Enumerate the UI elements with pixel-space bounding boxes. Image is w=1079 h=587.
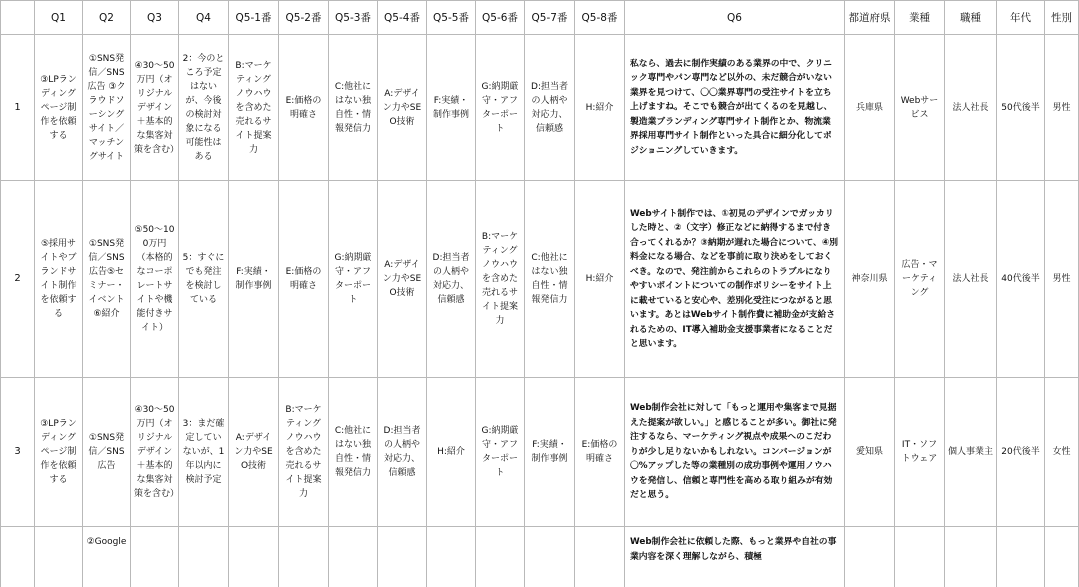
cell-q3 (131, 527, 179, 587)
cell-q6: Web制作会社に依頼した際、もっと業界や自社の事業内容を深く理解しながら、積極 (625, 527, 845, 587)
cell-q2: ①SNS発信／SNS広告 ③クラウドソーシングサイト／マッチングサイト (83, 35, 131, 181)
cell-q5-2: E:価格の明確さ (279, 181, 329, 378)
cell-q4 (179, 527, 229, 587)
cell-prefecture: 愛知県 (845, 378, 895, 527)
cell-prefecture: 神奈川県 (845, 181, 895, 378)
cell-age: 20代後半 (997, 378, 1045, 527)
header-q5-4: Q5-4番 (378, 1, 427, 35)
cell-q5-7: F:実績・制作事例 (525, 378, 575, 527)
cell-age (997, 527, 1045, 587)
cell-job: 個人事業主 (945, 378, 997, 527)
row-number: 2 (1, 181, 35, 378)
cell-q5-3: C:他社にはない独自性・情報発信力 (329, 378, 378, 527)
cell-job: 法人社長 (945, 181, 997, 378)
header-row (1, 1, 1079, 35)
cell-q5-4: A:デザイン力やSEO技術 (378, 181, 427, 378)
cell-q5-3 (329, 527, 378, 587)
cell-industry: IT・ソフトウェア (895, 378, 945, 527)
cell-industry (895, 527, 945, 587)
cell-gender: 女性 (1045, 378, 1079, 527)
cell-job (945, 527, 997, 587)
cell-q5-8 (575, 527, 625, 587)
cell-q5-6: G:納期厳守・アフターポート (476, 35, 525, 181)
cell-q6: Webサイト制作では、①初見のデザインでガッカリした時と、②（文字）修正などに納得するまで付き合ってくれるか？③納期が遅れた場合について、④別料金になる場合、などを事前に取り決めをしておくべき。なので、発注前からこれらのトラブルになりやすいポイントについての制作ポリシーをサイト上に載せていると安心や、差別化受注につながると思います。あとはWebサイト制作費に補助金が支給されるための、IT導入補助金支援事業者になることだと思います。 (625, 181, 845, 378)
header-q6: Q6 (625, 1, 845, 35)
cell-q5-1: A:デザイン力やSEO技術 (229, 378, 279, 527)
table-row (1, 527, 1079, 587)
cell-q5-3: G:納期厳守・アフターポート (329, 181, 378, 378)
cell-q4: 2：今のところ予定はないが、今後の検討対象になる可能性はある (179, 35, 229, 181)
cell-q6: 私なら、過去に制作実績のある業界の中で、クリニック専門やパン専門など以外の、未だ競合がいない業界を見つけて、〇〇業界専門の受注サイトを立ち上げますね。そこでも競合が出てくるのを見越し、製造業ブランディング専門サイト制作とか、物流業界採用専門サイト制作といった具合に細分化してポジショニングしていきます。 (625, 35, 845, 181)
cell-prefecture: 兵庫県 (845, 35, 895, 181)
cell-q2: ①SNS発信／SNS広告 (83, 378, 131, 527)
cell-q5-5: D:担当者の人柄や対応力、信頼感 (427, 181, 476, 378)
cell-q5-8: H:紹介 (575, 35, 625, 181)
cell-industry: 広告・マーケティング (895, 181, 945, 378)
header-q2: Q2 (83, 1, 131, 35)
header-q5-3: Q5-3番 (329, 1, 378, 35)
header-q5-7: Q5-7番 (525, 1, 575, 35)
cell-q5-4: D:担当者の人柄や対応力、信頼感 (378, 378, 427, 527)
header-job: 職種 (945, 1, 997, 35)
table-row (1, 35, 1079, 181)
header-prefecture: 都道府県 (845, 1, 895, 35)
cell-q5-1 (229, 527, 279, 587)
cell-q5-6: G:納期厳守・アフターポート (476, 378, 525, 527)
cell-gender (1045, 527, 1079, 587)
cell-q5-5 (427, 527, 476, 587)
cell-q1 (35, 527, 83, 587)
header-q5-6: Q5-6番 (476, 1, 525, 35)
header-q5-5: Q5-5番 (427, 1, 476, 35)
cell-q2: ②Google (83, 527, 131, 587)
table-row (1, 378, 1079, 527)
header-q5-8: Q5-8番 (575, 1, 625, 35)
header-q1: Q1 (35, 1, 83, 35)
cell-q5-8: H:紹介 (575, 181, 625, 378)
cell-q2: ①SNS発信／SNS広告⑤セミナー・イベント ⑥紹介 (83, 181, 131, 378)
cell-q5-8: E:価格の明確さ (575, 378, 625, 527)
header-industry: 業種 (895, 1, 945, 35)
cell-q4: 3：まだ確定していないが、1年以内に検討予定 (179, 378, 229, 527)
header-q4: Q4 (179, 1, 229, 35)
header-q5-2: Q5-2番 (279, 1, 329, 35)
cell-q5-5: F:実績・制作事例 (427, 35, 476, 181)
header-age: 年代 (997, 1, 1045, 35)
cell-gender: 男性 (1045, 181, 1079, 378)
cell-q1: ③LPランディングページ制作を依頼する (35, 378, 83, 527)
cell-gender: 男性 (1045, 35, 1079, 181)
cell-q3: ④30～50万円（オリジナルデザイン＋基本的な集客対策を含む） (131, 35, 179, 181)
cell-q5-6 (476, 527, 525, 587)
header-q3: Q3 (131, 1, 179, 35)
header-q5-1: Q5-1番 (229, 1, 279, 35)
cell-age: 50代後半 (997, 35, 1045, 181)
cell-q4: 5：すぐにでも発注を検討している (179, 181, 229, 378)
cell-q3: ⑤50～100万円（本格的なコーポレートサイトや機能付きサイト） (131, 181, 179, 378)
cell-q5-7: C:他社にはない独自性・情報発信力 (525, 181, 575, 378)
row-number (1, 527, 35, 587)
cell-q5-2: B:マーケティングノウハウを含めた売れるサイト提案力 (279, 378, 329, 527)
cell-q5-2 (279, 527, 329, 587)
cell-q5-5: H:紹介 (427, 378, 476, 527)
cell-job: 法人社長 (945, 35, 997, 181)
cell-age: 40代後半 (997, 181, 1045, 378)
row-number: 1 (1, 35, 35, 181)
cell-q5-4 (378, 527, 427, 587)
cell-q3: ④30～50万円（オリジナルデザイン＋基本的な集客対策を含む） (131, 378, 179, 527)
cell-q1: ⑤採用サイトやブランドサイト制作を依頼する (35, 181, 83, 378)
cell-q5-1: B:マーケティングノウハウを含めた売れるサイト提案力 (229, 35, 279, 181)
table-row (1, 181, 1079, 378)
cell-q5-2: E:価格の明確さ (279, 35, 329, 181)
header-no (1, 1, 35, 35)
cell-industry: Webサービス (895, 35, 945, 181)
cell-prefecture (845, 527, 895, 587)
cell-q5-7: D:担当者の人柄や対応力、信頼感 (525, 35, 575, 181)
cell-q5-3: C:他社にはない独自性・情報発信力 (329, 35, 378, 181)
row-number: 3 (1, 378, 35, 527)
header-gender: 性別 (1045, 1, 1079, 35)
cell-q5-6: B:マーケティングノウハウを含めた売れるサイト提案力 (476, 181, 525, 378)
cell-q6: Web制作会社に対して「もっと運用や集客まで見据えた提案が欲しい。」と感じることが多い。御社に発注するなら、マーケティング視点や成果へのこだわりが少し足りないかもしれない。コンバージョンが〇%アップした等の業種別の成功事例や運用ノウハウを発信し、信頼と専門性を高める取り組みが有効だと思う。 (625, 378, 845, 527)
cell-q5-1: F:実績・制作事例 (229, 181, 279, 378)
cell-q1: ③LPランディングページ制作を依頼する (35, 35, 83, 181)
cell-q5-7 (525, 527, 575, 587)
cell-q5-4: A:デザイン力やSEO技術 (378, 35, 427, 181)
